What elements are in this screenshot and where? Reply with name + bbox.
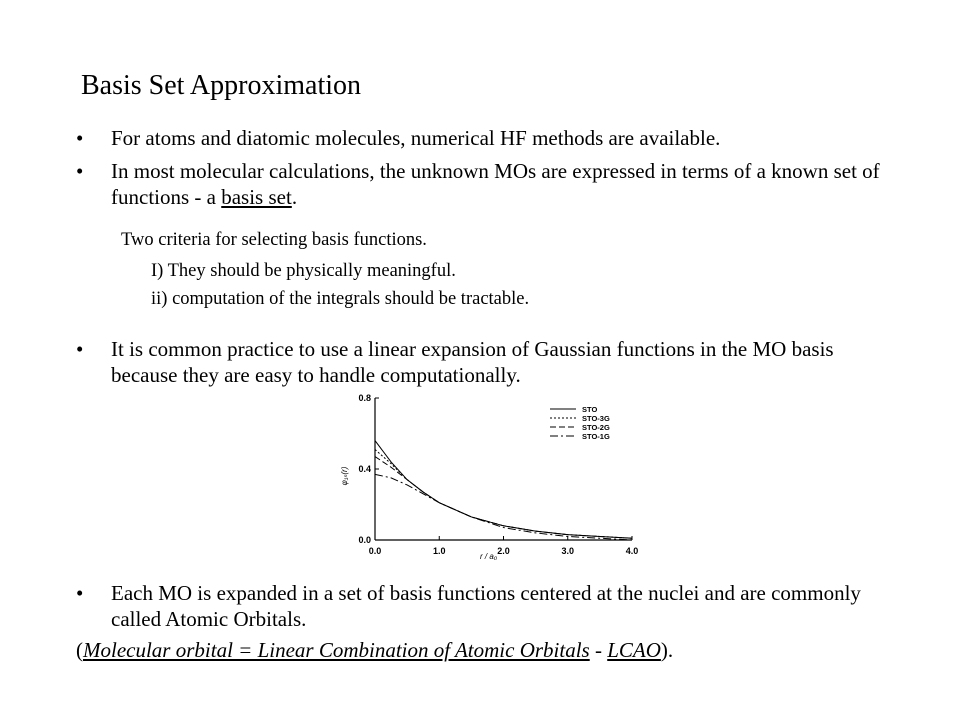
bullet-text: It is common practice to use a linear expansion of Gaussian functions in the MO basis because they are easy to handle computationally. xyxy=(111,337,834,387)
open-paren: ( xyxy=(76,638,83,662)
bullet-text: For atoms and diatomic molecules, numerical HF methods are available. xyxy=(111,126,721,150)
x-tick-label: 2.0 xyxy=(497,546,510,556)
bullet-dot: • xyxy=(76,581,84,605)
x-tick-label: 0.0 xyxy=(368,546,382,556)
bullet-dot: • xyxy=(76,337,84,361)
bullet-text: Each MO is expanded in a set of basis functions centered at the nuclei and are commonly called Atomic Orbitals. xyxy=(111,581,861,631)
criteria-heading: Two criteria for selecting basis functions. xyxy=(121,230,427,250)
lcao-acronym: LCAO xyxy=(607,638,661,662)
orbital-chart xyxy=(330,388,650,568)
x-tick-label: 3.0 xyxy=(561,546,575,556)
bullet-dot: • xyxy=(76,159,84,183)
series-line-sto-2g xyxy=(375,457,632,539)
bullet-gaussian xyxy=(76,336,886,388)
lcao-phrase: Molecular orbital = Linear Combination of Atomic Orbitals xyxy=(83,638,590,662)
series-line-sto-3g xyxy=(375,449,632,538)
x-tick-label: 1.0 xyxy=(432,546,446,556)
bullet-text xyxy=(111,158,886,210)
lcao-definition xyxy=(76,638,673,663)
chart-series xyxy=(375,441,632,540)
series-line-sto xyxy=(375,441,632,539)
legend-label: STO xyxy=(582,405,598,414)
bullet-dot: • xyxy=(76,126,84,150)
bullet-basis-set xyxy=(76,158,886,210)
y-tick-label: 0.8 xyxy=(358,393,371,403)
x-tick-label: 4.0 xyxy=(625,546,639,556)
bullet-numerical-hf xyxy=(76,125,886,151)
bullet-text-start: In most molecular calculations, the unknown MOs are expressed in terms of a known set of functions - a xyxy=(111,159,880,209)
bullet-text-end: . xyxy=(291,185,298,209)
legend-label: STO-2G xyxy=(582,423,610,432)
chart-legend xyxy=(550,405,610,441)
criterion-2: ii) computation of the integrals should be tractable. xyxy=(151,289,530,309)
y-tick-label: 0.0 xyxy=(358,535,371,545)
bullet-atomic-orbitals xyxy=(76,580,886,632)
criterion-1: I) They should be physically meaningful. xyxy=(151,261,456,281)
legend-label: STO-1G xyxy=(582,432,610,441)
y-axis-label: φ₁ₛ(r) xyxy=(340,466,349,486)
close-paren: ). xyxy=(660,638,674,662)
y-tick-label: 0.4 xyxy=(358,464,371,474)
legend-label: STO-3G xyxy=(582,414,610,423)
basis-set-term: basis set xyxy=(221,185,292,209)
lcao-separator: - xyxy=(589,638,608,662)
slide-title: Basis Set Approximation xyxy=(81,70,361,101)
x-axis-label: r / a₀ xyxy=(480,552,498,561)
